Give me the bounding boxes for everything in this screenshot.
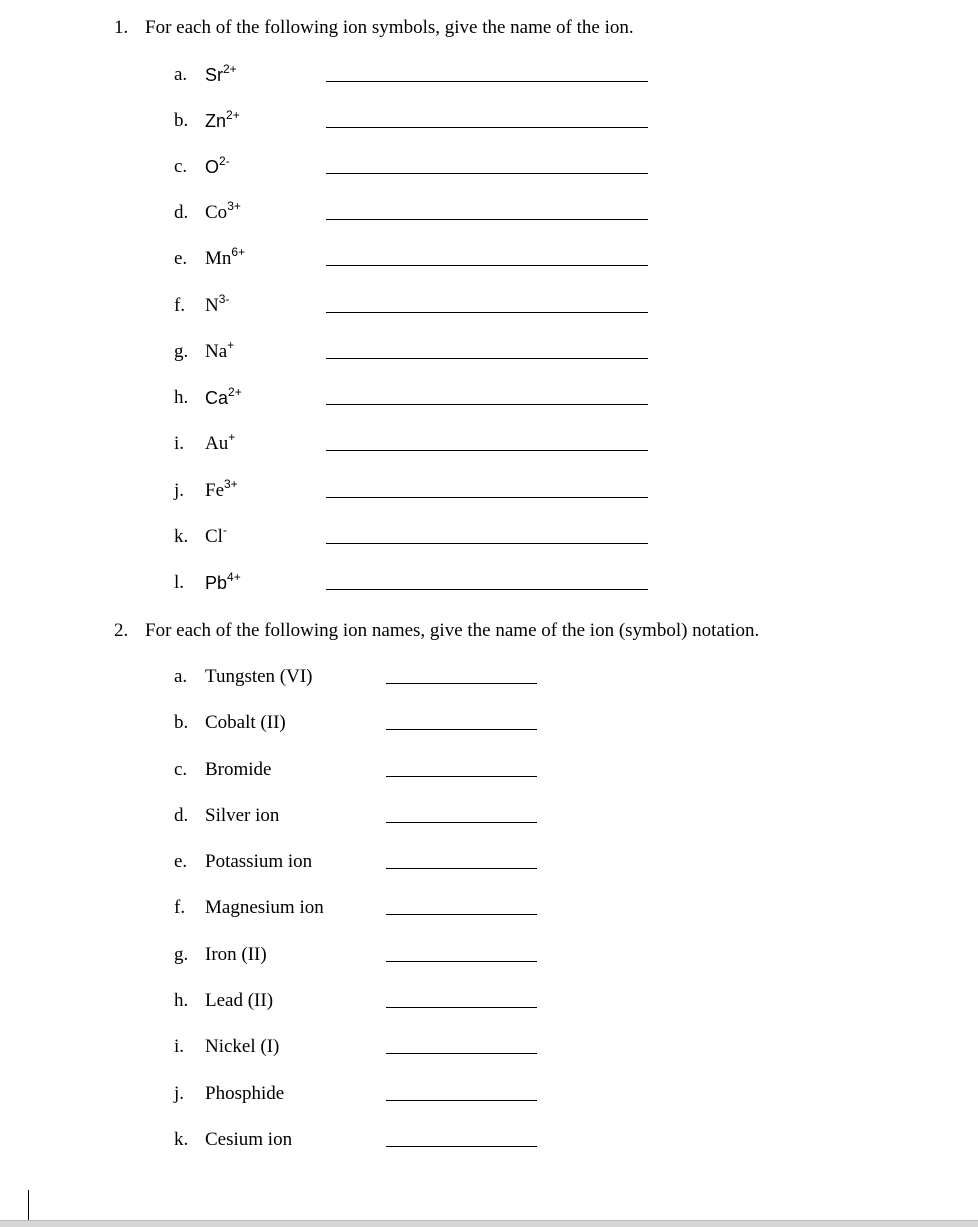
q2-item-letter: b. — [174, 712, 189, 733]
ion-name: Iron (II) — [205, 944, 267, 965]
answer-blank[interactable] — [326, 219, 648, 220]
q1-item-letter: a. — [174, 64, 188, 85]
answer-blank[interactable] — [386, 729, 537, 730]
ion-symbol — [205, 432, 235, 456]
ion-name: Magnesium ion — [205, 897, 324, 918]
answer-blank[interactable] — [386, 1007, 537, 1008]
ion-symbol-base: Zn — [205, 111, 227, 131]
ion-symbol — [205, 571, 241, 595]
q2-item-letter: h. — [174, 990, 189, 1011]
question-1-prompt: For each of the following ion symbols, give the name of the ion. — [145, 17, 634, 38]
q2-item-letter: d. — [174, 805, 189, 826]
ion-charge: 2+ — [226, 108, 240, 122]
answer-blank[interactable] — [326, 358, 648, 359]
ion-symbol-base: Fe — [205, 480, 224, 501]
q2-item-letter: e. — [174, 851, 188, 872]
ion-symbol — [205, 247, 245, 271]
ion-charge: 2- — [219, 154, 230, 168]
answer-blank[interactable] — [326, 450, 648, 451]
ion-symbol-base: Au — [205, 433, 229, 454]
ion-name: Silver ion — [205, 805, 280, 826]
ion-symbol-base: O — [205, 157, 220, 177]
answer-blank[interactable] — [386, 1146, 537, 1147]
answer-blank[interactable] — [326, 265, 648, 266]
answer-blank[interactable] — [386, 683, 537, 684]
ion-symbol — [205, 294, 229, 318]
q1-item-letter: d. — [174, 202, 189, 223]
ion-charge: - — [222, 523, 227, 537]
ion-charge: + — [227, 338, 235, 352]
answer-blank[interactable] — [326, 127, 648, 128]
answer-blank[interactable] — [326, 543, 648, 544]
ion-name: Tungsten (VI) — [205, 666, 313, 687]
ion-symbol — [205, 340, 234, 364]
answer-blank[interactable] — [386, 776, 537, 777]
q1-item-letter: f. — [174, 295, 186, 316]
ion-symbol — [205, 155, 230, 179]
q2-item-letter: c. — [174, 759, 188, 780]
answer-blank[interactable] — [386, 1053, 537, 1054]
ion-charge: 3- — [218, 292, 230, 306]
ion-symbol-base: Mn — [205, 248, 232, 269]
q1-item-letter: e. — [174, 248, 188, 269]
ion-symbol — [205, 525, 227, 549]
answer-blank[interactable] — [386, 1100, 537, 1101]
ion-charge: 6+ — [231, 245, 246, 259]
ion-symbol-base: Na — [205, 341, 228, 362]
ion-symbol-base: Co — [205, 202, 228, 223]
question-1-number: 1. — [114, 17, 129, 38]
ion-charge: 2+ — [223, 62, 237, 76]
answer-blank[interactable] — [386, 961, 537, 962]
q2-item-letter: k. — [174, 1129, 189, 1150]
answer-blank[interactable] — [326, 404, 648, 405]
ion-symbol — [205, 63, 237, 87]
answer-blank[interactable] — [386, 868, 537, 869]
question-1-heading — [114, 16, 634, 40]
q1-item-letter: j. — [174, 480, 185, 501]
ion-charge: 3+ — [227, 199, 241, 213]
ion-symbol-base: Ca — [205, 388, 229, 408]
ion-charge: 4+ — [227, 570, 241, 584]
ion-symbol-base: N — [205, 295, 219, 316]
answer-blank[interactable] — [326, 497, 648, 498]
ion-symbol-base: Pb — [205, 573, 228, 593]
q1-item-letter: b. — [174, 110, 189, 131]
question-2-heading — [114, 619, 759, 643]
ion-name: Potassium ion — [205, 851, 313, 872]
ion-symbol-base: Sr — [205, 65, 223, 85]
ion-symbol — [205, 386, 242, 410]
ion-symbol — [205, 109, 240, 133]
ion-symbol — [205, 201, 241, 225]
q1-item-letter: i. — [174, 433, 185, 454]
q2-item-letter: j. — [174, 1083, 185, 1104]
answer-blank[interactable] — [326, 312, 648, 313]
ion-name: Cobalt (II) — [205, 712, 286, 733]
q2-item-letter: f. — [174, 897, 186, 918]
question-2-number: 2. — [114, 620, 129, 641]
ion-symbol — [205, 479, 238, 503]
answer-blank[interactable] — [326, 173, 648, 174]
ion-name: Phosphide — [205, 1083, 285, 1104]
question-2-prompt: For each of the following ion names, give the name of the ion (symbol) notation. — [145, 620, 760, 641]
ion-charge: + — [228, 430, 236, 444]
q1-item-letter: c. — [174, 156, 188, 177]
text-cursor — [28, 1190, 29, 1220]
q2-item-letter: a. — [174, 666, 188, 687]
q1-item-letter: g. — [174, 341, 189, 362]
q2-item-letter: g. — [174, 944, 189, 965]
ion-name: Lead (II) — [205, 990, 274, 1011]
q1-item-letter: h. — [174, 387, 189, 408]
ion-charge: 2+ — [228, 385, 242, 399]
ion-name: Cesium ion — [205, 1129, 293, 1150]
answer-blank[interactable] — [326, 81, 648, 82]
q1-item-letter: k. — [174, 526, 189, 547]
ion-name: Bromide — [205, 759, 272, 780]
q1-item-letter: l. — [174, 572, 185, 593]
answer-blank[interactable] — [326, 589, 648, 590]
ion-symbol-base: Cl — [205, 526, 223, 547]
answer-blank[interactable] — [386, 822, 537, 823]
q2-item-letter: i. — [174, 1036, 185, 1057]
ion-name: Nickel (I) — [205, 1036, 280, 1057]
answer-blank[interactable] — [386, 914, 537, 915]
ion-charge: 3+ — [224, 477, 238, 491]
